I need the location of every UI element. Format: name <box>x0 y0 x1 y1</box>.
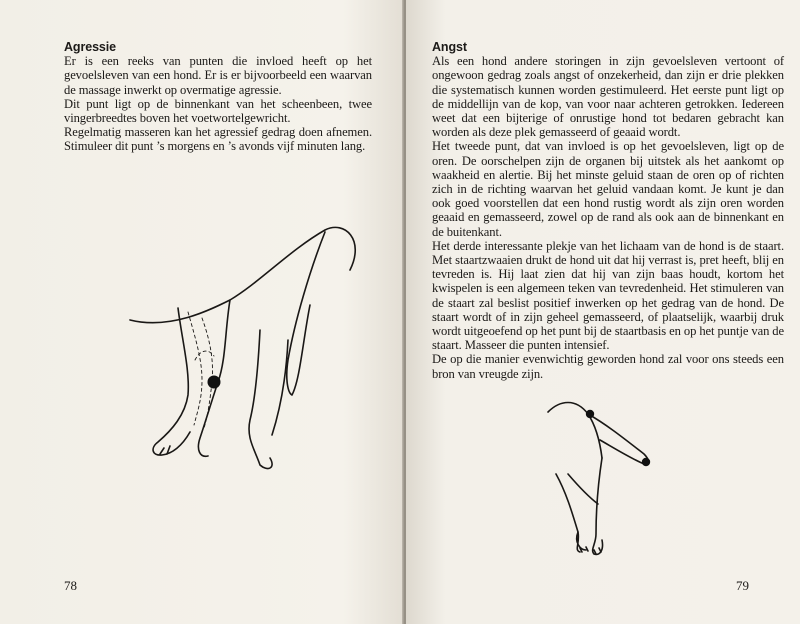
right-text-block <box>432 40 784 381</box>
right-paragraph: De op die manier evenwichtig geworden hond zal voor ons steeds een bron van vreugde zijn. <box>432 352 784 381</box>
left-text-block <box>64 40 372 154</box>
dog-tail-outline <box>588 414 649 464</box>
left-heading: Agressie <box>64 40 117 54</box>
bone-dashed-line <box>202 318 213 428</box>
dog-tail-outline <box>287 232 325 395</box>
right-page-number: 79 <box>736 578 749 593</box>
dog-hindleg-acupoint-illustration <box>110 210 370 480</box>
left-paragraph: Regelmatig masseren kan het agressief gedrag doen afnemen. Stimuleer dit punt ’s morgens en ’s avonds vijf minuten lang. <box>64 125 372 154</box>
dog-hindleg-front-outline <box>153 308 190 455</box>
right-heading: Angst <box>432 40 467 54</box>
dog-leg-outline <box>593 458 603 554</box>
dog-leg-outline <box>568 474 598 504</box>
right-page <box>406 0 800 624</box>
bone-dashed-line <box>188 312 202 425</box>
right-paragraph: Het derde interessante plekje van het lichaam van de hond is de staart. Met staartzwaaien drukt de hond uit dat hij verrast is, pret heeft, blij en tevreden is. Hij laat zien dat hij van zijn baas houdt, kortom het kwispelen is een algemeen teken van tevredenheid. Het stimuleren van de staart zal beslist positief inwerken op het gedrag van de hond. De staart wordt of in zijn geheel gemasseerd, of plaatselijk, waarbij druk wordt uitgeoefend op het punt bij de staartbasis en op het puntje van de staart. Masseer die punten intensief. <box>432 238 784 353</box>
right-paragraph: Het tweede punt, dat van invloed is op het gevoelsleven, ligt op de oren. De oorschelpen zijn de organen bij uitstek als het aankomt op waakheid en alertie. Bij het minste geluid staan de oren op of richten zich in de richting waarvan het geluid vandaan komt. Je kunt je dan ook goed voorstellen dat een hond rustig wordt als zijn oren worden geaaid en gemasseerd, zowel op de rand als ook aan de binnenkant en de buitenkant. <box>432 139 784 239</box>
dog-belly-outline <box>272 340 288 435</box>
left-paragraph: Er is een reeks van punten die invloed heeft op het gevoelsleven van een hond. Er is er bijvoorbeeld een waarvan de massage inwerkt op overmatige agressie. <box>64 54 372 97</box>
right-paragraph: Als een hond andere storingen in zijn gevoelsleven vertoont of ongewoon gedrag zoals angst of onzekerheid, dan zijn er drie plekken die systematisch kunnen worden gestimuleerd. Het eerste punt ligt op de middellijn van de kop, van voor naar achteren getrokken. Iedereen weet dat een bijterige of onrustige hond tot bedaren gebracht kan worden als deze plek gemasseerd of geaaid wordt. <box>432 54 784 140</box>
left-paragraph: Dit punt ligt op de binnenkant van het scheenbeen, twee vingerbreedtes boven het voetwortelgewricht. <box>64 96 372 126</box>
tail-base-acupoint-marker <box>586 410 594 418</box>
acupoint-marker <box>208 376 221 389</box>
dog-second-leg-outline <box>249 330 272 469</box>
left-page-number: 78 <box>64 578 77 593</box>
tail-tip-acupoint-marker <box>642 458 650 466</box>
dog-rump-outline <box>548 403 602 459</box>
dog-tail-acupoint-illustration <box>546 392 686 572</box>
